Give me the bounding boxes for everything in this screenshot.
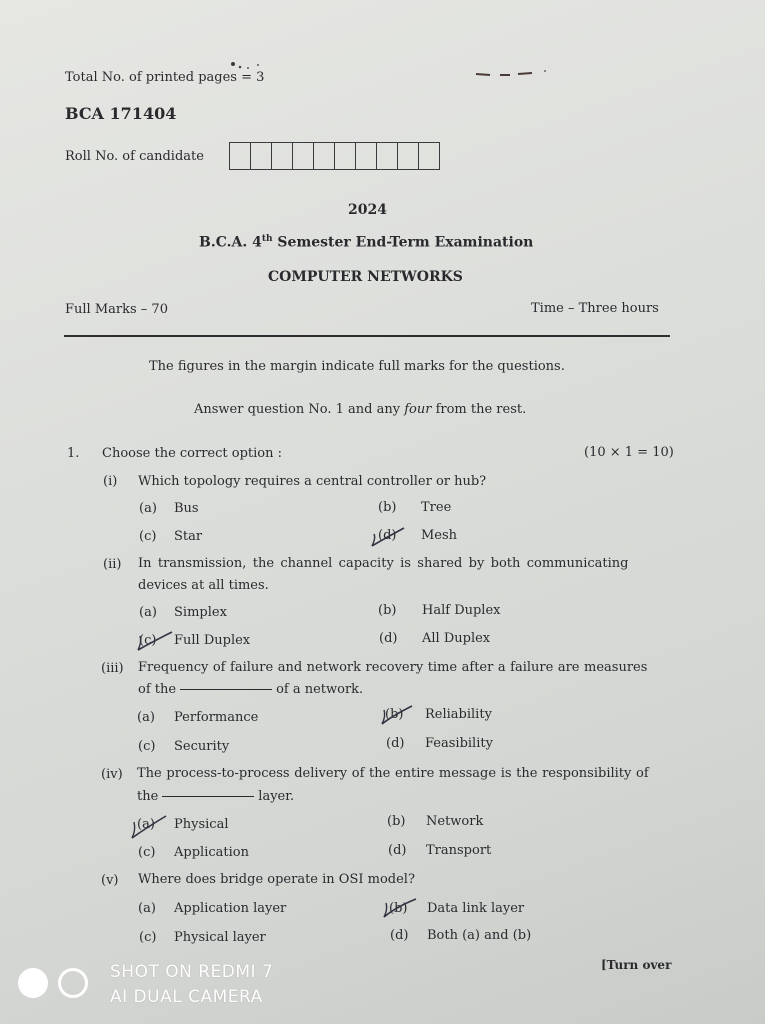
option-label: (d) [388,843,407,858]
instruction-answer-prefix: Answer question No. 1 and any [194,402,405,417]
paper-code: BCA 171404 [65,104,177,123]
turn-over-note: [Turn over [601,958,672,972]
option-label: (a) [139,605,157,620]
option-label: (a) [137,710,155,725]
option-text: Application layer [174,901,287,916]
watermark-line-1: SHOT ON REDMI 7 [110,962,274,982]
option-text: Full Duplex [174,633,251,648]
exam-name-prefix: B.C.A. 4 [199,234,262,251]
filled-circle-icon [18,968,48,998]
option-label: (b) [389,901,408,916]
option-label: (a) [137,817,155,832]
option-text: Star [174,529,203,544]
text-before-blank: of the [138,682,177,697]
time-allowed: Time – Three hours [531,301,659,316]
roll-box [293,143,314,169]
roll-box [251,143,272,169]
option-text: Application [174,845,249,860]
option-text: Simplex [174,605,227,620]
subquestion-number: (iii) [101,661,124,676]
roll-box [377,143,398,169]
subquestion-number: (i) [103,474,118,489]
option-label: (b) [387,814,406,829]
fill-in-blank [180,689,272,690]
option-text: All Duplex [422,631,491,646]
instruction-answer-emphasis: four [404,402,432,417]
roll-box [230,143,251,169]
option-label: (c) [138,739,156,754]
option-label: (d) [386,736,405,751]
exam-year: 2024 [348,202,387,218]
option-text: Network [426,814,484,829]
question-prompt: Choose the correct option : [102,446,283,461]
text-after-blank: of a network. [276,682,364,697]
option-text: Tree [421,500,452,515]
roll-number-boxes [229,142,440,170]
option-label: (b) [378,500,397,515]
subquestion-text-continued [137,789,294,804]
full-marks: Full Marks – 70 [65,302,168,317]
option-label: (a) [138,901,156,916]
instruction-marks: The figures in the margin indicate full marks for the questions. [149,359,565,374]
option-label: (d) [378,528,397,543]
option-text: Performance [174,710,259,725]
option-label: (b) [385,707,404,722]
option-label: (c) [139,633,157,648]
subquestion-text: In transmission, the channel capacity is shared by both communicating [138,556,629,571]
exam-name-superscript: th [261,234,273,244]
ink-smudge [230,56,270,66]
exam-name [199,234,533,251]
ink-smudge-right-graphic [470,69,550,79]
roll-box [419,143,439,169]
fill-in-blank [162,796,254,797]
option-text: Feasibility [425,736,493,751]
option-label: (b) [378,603,397,618]
question-number: 1. [67,446,80,461]
ink-smudge-right [470,64,550,74]
option-label: (c) [139,930,157,945]
roll-number-label: Roll No. of candidate [65,149,204,164]
option-label: (a) [139,501,157,516]
subquestion-text-continued [138,682,363,697]
option-label: (d) [390,928,409,943]
option-label: (c) [139,529,157,544]
exam-name-suffix: Semester End-Term Examination [272,234,534,251]
option-text: Transport [426,843,492,858]
subquestion-text: Which topology requires a central controller or hub? [138,474,487,489]
subquestion-text: Where does bridge operate in OSI model? [138,872,415,887]
subquestion-number: (ii) [103,557,122,572]
option-text: Bus [174,501,199,516]
roll-box [356,143,377,169]
roll-box [335,143,356,169]
ring-circle-icon [58,968,88,998]
instruction-answer-suffix: from the rest. [431,402,527,417]
printed-pages-count: Total No. of printed pages = 3 [65,70,265,85]
option-text: Security [174,739,230,754]
roll-box [398,143,419,169]
roll-box [314,143,335,169]
option-text: Half Duplex [422,603,501,618]
option-text: Physical [174,817,229,832]
subquestion-number: (iv) [101,767,123,782]
option-text: Mesh [421,528,458,543]
option-text: Physical layer [174,930,266,945]
text-before-blank: the [137,789,159,804]
option-text: Data link layer [427,901,525,916]
subject-title: COMPUTER NETWORKS [268,269,463,285]
roll-box [272,143,293,169]
subquestion-number: (v) [101,873,119,888]
subquestion-text: Frequency of failure and network recovery time after a failure are measures [138,660,648,675]
option-text: Both (a) and (b) [427,928,532,943]
watermark-line-2: AI DUAL CAMERA [110,987,263,1007]
option-label: (d) [379,631,398,646]
question-marks: (10 × 1 = 10) [584,445,674,460]
text-after-blank: layer. [258,789,295,804]
header-divider [64,335,670,337]
instruction-answer [194,402,526,417]
subquestion-text: The process-to-process delivery of the entire message is the responsibility of [137,766,649,781]
option-label: (c) [138,845,156,860]
option-text: Reliability [425,707,492,722]
subquestion-text-continued: devices at all times. [138,578,269,593]
